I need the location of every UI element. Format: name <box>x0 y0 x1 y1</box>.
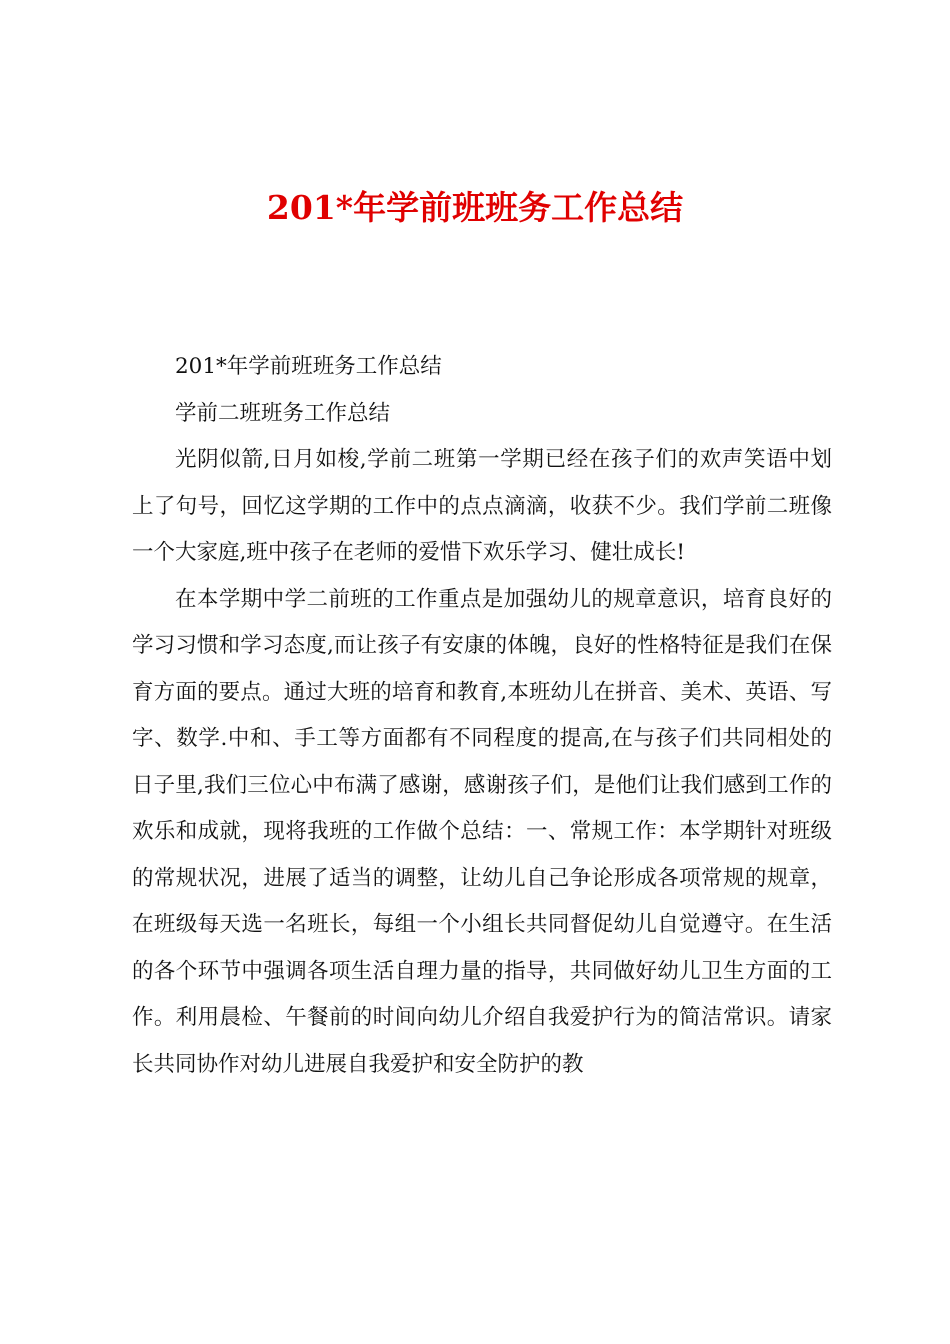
paragraph: 光阴似箭,日月如梭,学前二班第一学期已经在孩子们的欢声笑语中划上了句号，回忆这学期的工作中的点点滴滴，收获不少。我们学前二班像一个大家庭,班中孩子在老师的爱惜下欢乐学习、健壮成长! <box>132 447 832 565</box>
paragraph: 在本学期中学二前班的工作重点是加强幼儿的规章意识，培育良好的学习习惯和学习态度,而让孩子有安康的体魄，良好的性格特征是我们在保育方面的要点。通过大班的培育和教育,本班幼儿在拼音、美术、英语、写字、数学.中和、手工等方面都有不同程度的提高,在与孩子们共同相处的日子里,我们三位心中布满了感谢，感谢孩子们，是他们让我们感到工作的欢乐和成就，现将我班的工作做个总结：一、常规工作：本学期针对班级的常规状况，进展了适当的调整，让幼儿自己争论形成各项常规的规章，在班级每天选一名班长，每组一个小组长共同督促幼儿自觉遵守。在生活的各个环节中强调各项生活自理力量的指导，共同做好幼儿卫生方面的工作。利用晨检、午餐前的时间向幼儿介绍自我爱护行为的简洁常识。请家长共同协作对幼儿进展自我爱护和安全防护的教 <box>132 586 832 1077</box>
subtitle-line: 学前二班班务工作总结 <box>175 400 391 426</box>
subtitle-line: 201*年学前班班务工作总结 <box>175 354 442 379</box>
document-body <box>132 344 832 1088</box>
document-title: 201*年学前班班务工作总结 <box>266 188 684 227</box>
